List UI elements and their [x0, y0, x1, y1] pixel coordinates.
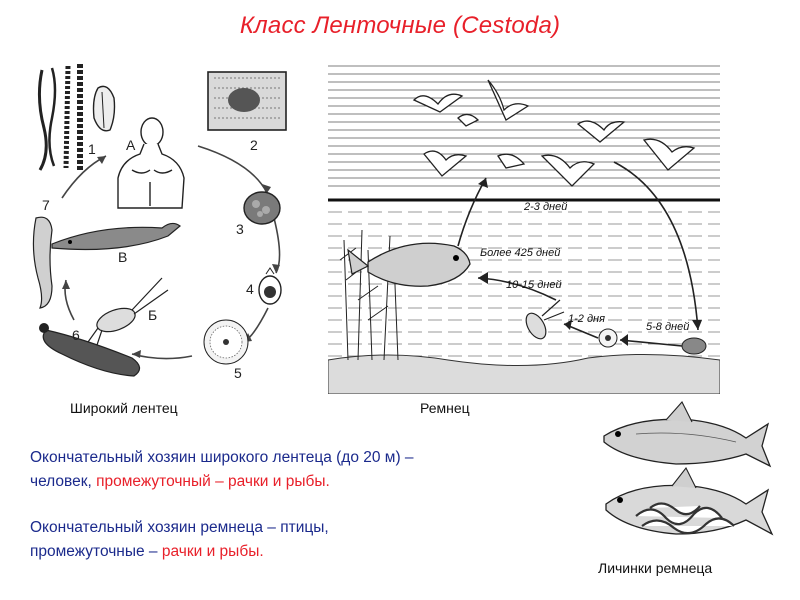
label-2: 2: [250, 137, 258, 153]
paragraph-text: человек,: [30, 473, 97, 490]
adult-tapeworm-drawing: [39, 64, 114, 170]
highlighted-text: промежуточный – рачки и рыбы.: [96, 473, 330, 490]
ligula-larvae-fish-figure: [596, 394, 786, 554]
annotation-2-3-days: 2-3 дней: [524, 201, 568, 213]
paragraph-text: промежуточные –: [30, 543, 162, 560]
annotation-1-2-days: 1-2 дня: [568, 313, 605, 325]
egg-drawing: [244, 192, 280, 224]
healthy-fish-drawing: [604, 402, 770, 466]
label-a: А: [126, 137, 136, 153]
label-7: 7: [42, 197, 50, 213]
ligula-caption: Ремнец: [420, 400, 470, 416]
human-host-figure: [118, 118, 184, 208]
cycle-arrow: [132, 354, 192, 359]
annotation-5-8-days: 5-8 дней: [646, 321, 690, 333]
highlighted-text: рачки и рыбы.: [161, 543, 264, 560]
hatching-egg-drawing: [259, 268, 281, 304]
pike-fish-drawing: [52, 223, 180, 249]
paragraph-line: [30, 540, 570, 564]
label-v: В: [118, 249, 128, 265]
plerocercoid-drawing: [39, 323, 140, 376]
broad-tapeworm-lifecycle-diagram: [22, 58, 312, 388]
sample-square: [208, 72, 286, 130]
label-1: 1: [88, 141, 96, 157]
paragraph-line: Окончательный хозяин широкого лентеца (до 20 м) –: [30, 449, 414, 466]
label-3: 3: [236, 221, 244, 237]
egg-small: [682, 338, 706, 354]
paragraph-ligula: [30, 516, 570, 564]
larvae-caption: Личинки ремнеца: [598, 560, 713, 576]
infected-fish-drawing: [606, 468, 772, 534]
ligula-lifecycle-diagram: [328, 60, 720, 394]
paragraph-line: [30, 470, 570, 494]
annotation-10-15-days: 10-15 дней: [506, 279, 562, 291]
label-6: 6: [72, 327, 80, 343]
paragraph-line: Окончательный хозяин ремнеца – птицы,: [30, 519, 329, 536]
annotation-over-425-days: Более 425 дней: [480, 247, 561, 259]
broad-tapeworm-caption: Широкий лентец: [70, 400, 178, 416]
coracidium-drawing: [204, 320, 248, 364]
paragraph-broad-tapeworm: [30, 446, 570, 494]
label-5: 5: [234, 365, 242, 381]
label-b: Б: [148, 307, 158, 323]
larva-worm-drawing: [33, 217, 52, 308]
cycle-arrow: [198, 146, 267, 193]
coracidium-small: [599, 329, 617, 347]
label-4: 4: [246, 281, 254, 297]
slide-title: Класс Ленточные (Cestoda): [239, 12, 561, 39]
